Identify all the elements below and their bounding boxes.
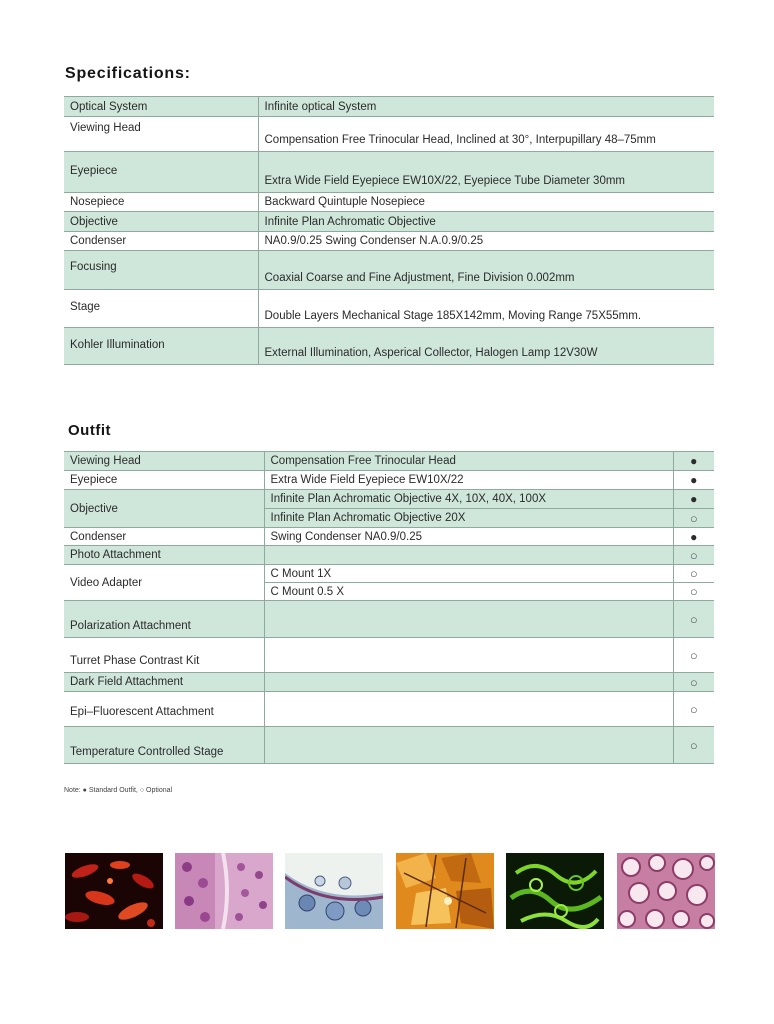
outfit-value — [264, 692, 673, 727]
outfit-value — [264, 546, 673, 565]
optional-circle-icon: ○ — [673, 727, 714, 764]
sample-photo-green-fluorescence — [506, 853, 604, 929]
outfit-value: Infinite Plan Achromatic Objective 4X, 10X, 40X, 100X — [264, 490, 673, 509]
standard-dot-icon: ● — [673, 471, 714, 490]
outfit-value: C Mount 1X — [264, 565, 673, 583]
spec-label: Viewing Head — [64, 117, 258, 152]
sample-photo-red-fluorescence — [65, 853, 163, 929]
standard-dot-icon: ● — [673, 528, 714, 546]
spec-row-kohler-illumination — [64, 328, 714, 365]
optional-circle-icon: ○ — [673, 546, 714, 565]
spec-label: Focusing — [64, 251, 258, 290]
spec-row-focusing — [64, 251, 714, 290]
outfit-row-turret-phase — [64, 638, 714, 673]
outfit-value: Infinite Plan Achromatic Objective 20X — [264, 509, 673, 528]
spec-label: Nosepiece — [64, 193, 258, 212]
optional-circle-icon: ○ — [673, 509, 714, 528]
optional-circle-icon: ○ — [673, 692, 714, 727]
optional-circle-icon: ○ — [673, 601, 714, 638]
spec-label: Optical System — [64, 97, 258, 117]
outfit-value — [264, 638, 673, 673]
outfit-label: Photo Attachment — [64, 546, 264, 565]
spec-value: NA0.9/0.25 Swing Condenser N.A.0.9/0.25 — [258, 232, 714, 251]
outfit-label: Condenser — [64, 528, 264, 546]
spec-value: Coaxial Coarse and Fine Adjustment, Fine Division 0.002mm — [258, 251, 714, 290]
outfit-table — [64, 451, 714, 764]
spec-row-nosepiece — [64, 193, 714, 212]
outfit-value: Compensation Free Trinocular Head — [264, 452, 673, 471]
optional-circle-icon: ○ — [673, 673, 714, 692]
outfit-row-objective — [64, 490, 714, 509]
sample-photo-orange-crystals — [396, 853, 494, 929]
optional-circle-icon: ○ — [673, 638, 714, 673]
spec-row-eyepiece — [64, 152, 714, 193]
outfit-row-photo-attachment — [64, 546, 714, 565]
spec-value: Double Layers Mechanical Stage 185X142mm, Moving Range 75X55mm. — [258, 290, 714, 328]
standard-dot-icon: ● — [673, 490, 714, 509]
spec-row-objective — [64, 212, 714, 232]
spec-row-viewing-head — [64, 117, 714, 152]
outfit-value: Swing Condenser NA0.9/0.25 — [264, 528, 673, 546]
spec-value: Infinite Plan Achromatic Objective — [258, 212, 714, 232]
sample-photo-pink-tubules — [617, 853, 715, 929]
spec-value: Extra Wide Field Eyepiece EW10X/22, Eyepiece Tube Diameter 30mm — [258, 152, 714, 193]
spec-value: Infinite optical System — [258, 97, 714, 117]
outfit-row-epi-fluorescent — [64, 692, 714, 727]
sample-photo-purple-tissue — [175, 853, 273, 929]
outfit-row-video-adapter — [64, 565, 714, 583]
outfit-row-eyepiece — [64, 471, 714, 490]
spec-row-condenser — [64, 232, 714, 251]
spec-row-optical-system — [64, 97, 714, 117]
legend-note: Note: ● Standard Outfit, ○ Optional — [64, 787, 173, 794]
spec-value: External Illumination, Asperical Collector, Halogen Lamp 12V30W — [258, 328, 714, 365]
standard-dot-icon: ● — [673, 452, 714, 471]
outfit-label: Turret Phase Contrast Kit — [64, 638, 264, 673]
outfit-title: Outfit — [68, 422, 111, 439]
specifications-table — [64, 96, 714, 365]
optional-circle-icon: ○ — [673, 583, 714, 601]
outfit-label: Polarization Attachment — [64, 601, 264, 638]
spec-label: Kohler Illumination — [64, 328, 258, 365]
outfit-value — [264, 601, 673, 638]
specifications-title: Specifications: — [65, 65, 191, 82]
spec-label: Stage — [64, 290, 258, 328]
outfit-label: Epi–Fluorescent Attachment — [64, 692, 264, 727]
sample-photo-plant-stem — [285, 853, 383, 929]
outfit-row-viewing-head — [64, 452, 714, 471]
outfit-label: Dark Field Attachment — [64, 673, 264, 692]
spec-row-stage — [64, 290, 714, 328]
spec-label: Condenser — [64, 232, 258, 251]
outfit-label: Viewing Head — [64, 452, 264, 471]
outfit-label: Temperature Controlled Stage — [64, 727, 264, 764]
outfit-row-temperature-stage — [64, 727, 714, 764]
optional-circle-icon: ○ — [673, 565, 714, 583]
outfit-value — [264, 727, 673, 764]
outfit-label: Video Adapter — [64, 565, 264, 601]
outfit-value: Extra Wide Field Eyepiece EW10X/22 — [264, 471, 673, 490]
outfit-row-dark-field — [64, 673, 714, 692]
outfit-row-condenser — [64, 528, 714, 546]
spec-value: Compensation Free Trinocular Head, Inclined at 30°, Interpupillary 48–75mm — [258, 117, 714, 152]
spec-label: Objective — [64, 212, 258, 232]
outfit-row-polarization — [64, 601, 714, 638]
outfit-value: C Mount 0.5 X — [264, 583, 673, 601]
outfit-label: Eyepiece — [64, 471, 264, 490]
outfit-label: Objective — [64, 490, 264, 528]
spec-label: Eyepiece — [64, 152, 258, 193]
spec-value: Backward Quintuple Nosepiece — [258, 193, 714, 212]
outfit-value — [264, 673, 673, 692]
